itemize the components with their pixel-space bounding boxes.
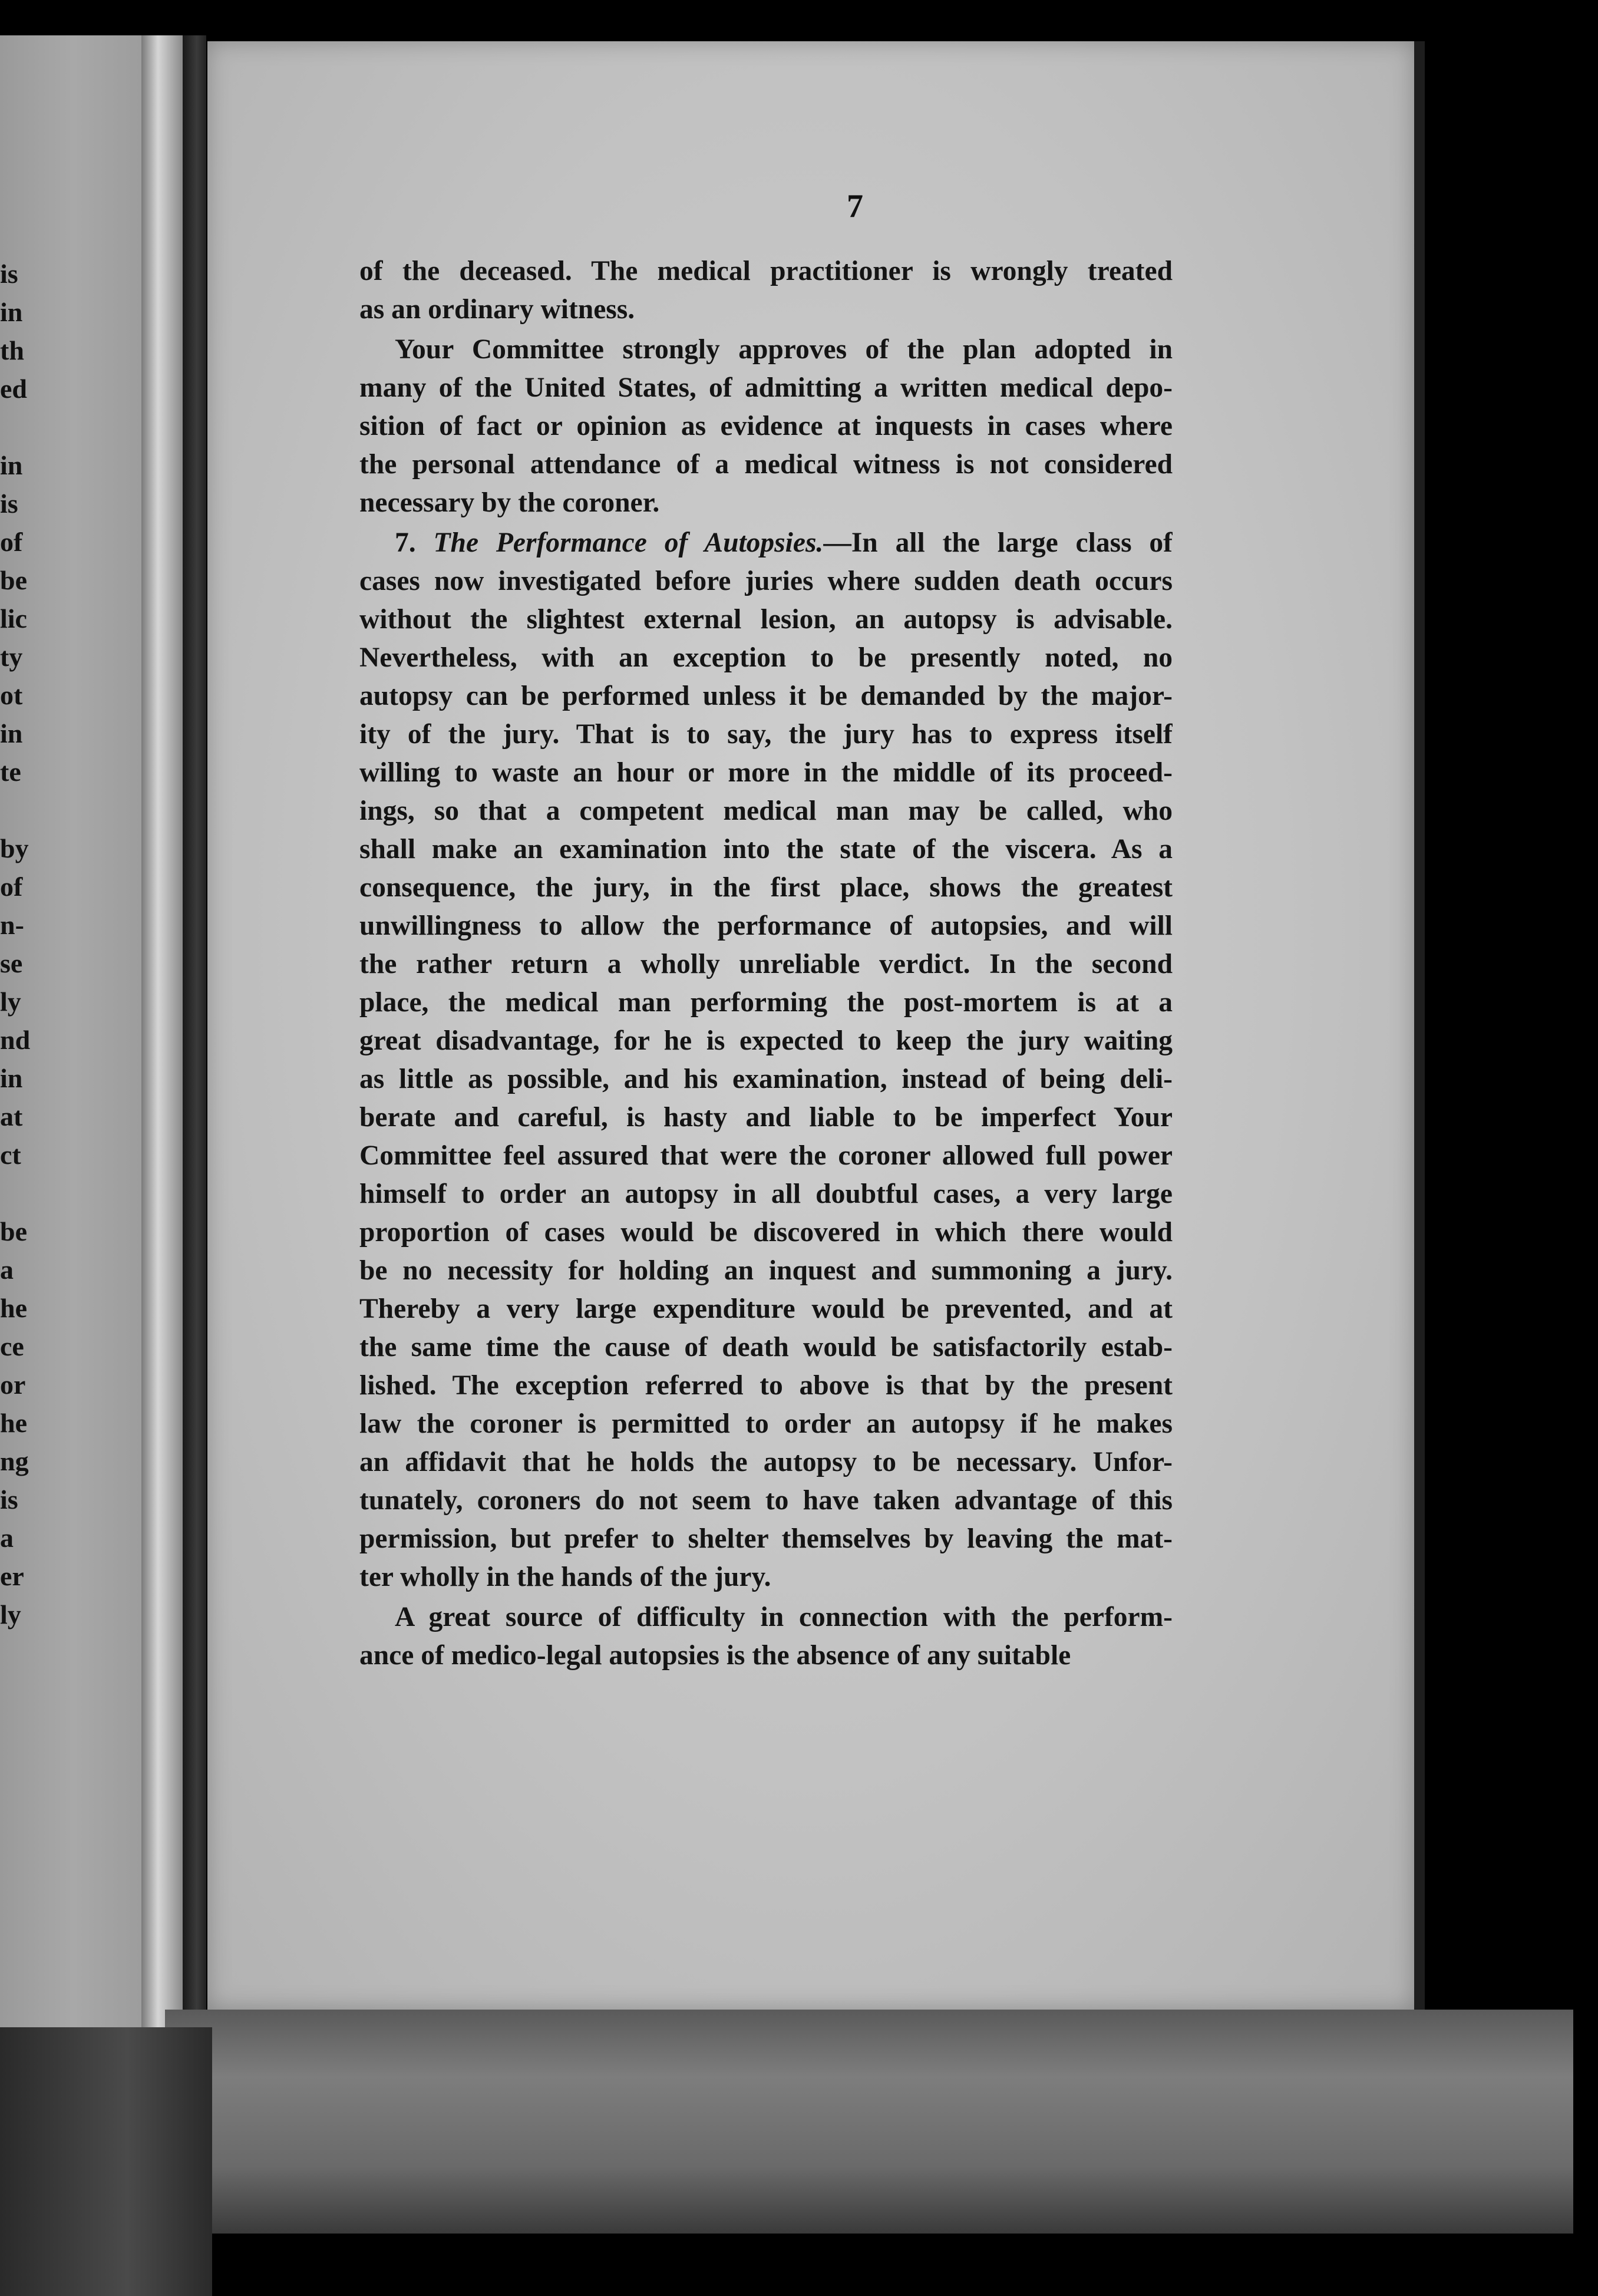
left-fragment: a	[0, 1255, 14, 1285]
text-line: lished. The exception referred to above is that by the present	[359, 1370, 1173, 1401]
book-gutter	[141, 35, 183, 2027]
left-fragment: of	[0, 527, 23, 557]
left-fragment: ly	[0, 987, 21, 1017]
left-fragment: of	[0, 872, 23, 902]
left-fragment: a	[0, 1523, 14, 1553]
left-fragment: ot	[0, 680, 23, 710]
text-line: place, the medical man performing the post-mortem is at a	[359, 987, 1173, 1018]
left-fragment: is	[0, 1485, 18, 1515]
left-fragment: ng	[0, 1446, 29, 1476]
left-fragment: ty	[0, 642, 23, 672]
left-fragment: ce	[0, 1331, 24, 1361]
left-fragment: in	[0, 718, 23, 748]
text-line: Nevertheless, with an exception to be presently noted, no	[359, 642, 1173, 673]
text-line: berate and careful, is hasty and liable to be imperfect Your	[359, 1102, 1173, 1133]
text-line: be no necessity for holding an inquest and summoning a jury.	[359, 1255, 1173, 1286]
text-line: many of the United States, of admitting a written medical depo-	[359, 372, 1173, 403]
left-fragment: or	[0, 1370, 26, 1400]
left-fragment: se	[0, 948, 23, 978]
text-line: as little as possible, and his examination, instead of being deli-	[359, 1064, 1173, 1094]
left-fragment: ed	[0, 374, 27, 404]
left-fragment: be	[0, 565, 27, 595]
paragraph	[359, 524, 1173, 1596]
section-title: The Performance of Autopsies.	[433, 527, 824, 558]
text-line: ance of medico-legal autopsies is the absence of any suitable	[359, 1640, 1071, 1671]
left-fragment: he	[0, 1293, 27, 1323]
left-fragment: in	[0, 297, 23, 327]
left-fragment: is	[0, 489, 18, 519]
text-line: sition of fact or opinion as evidence at inquests in cases where	[359, 411, 1173, 441]
left-fragment: by	[0, 833, 29, 863]
text-line: Thereby a very large expenditure would be prevented, and at	[359, 1294, 1173, 1324]
paragraph	[359, 1598, 1173, 1675]
text-line: of the deceased. The medical practitioner is wrongly treated	[359, 256, 1173, 286]
book-bottom-edge	[165, 2010, 1573, 2234]
text-line: an affidavit that he holds the autopsy to be necessary. Unfor-	[359, 1447, 1173, 1477]
text-line: tunately, coroners do not seem to have taken advantage of this	[359, 1485, 1173, 1516]
text-line: himself to order an autopsy in all doubtful cases, a very large	[359, 1179, 1173, 1209]
paragraph	[359, 331, 1173, 522]
text-line: the rather return a wholly unreliable verdict. In the second	[359, 949, 1173, 979]
body-text	[359, 252, 1173, 1675]
left-fragment: er	[0, 1561, 24, 1591]
left-fragment: in	[0, 450, 23, 480]
text-line: Your Committee strongly approves of the plan adopted in	[395, 334, 1173, 365]
text-line: unwillingness to allow the performance of autopsies, and will	[359, 911, 1173, 941]
text-line: autopsy can be performed unless it be demanded by the major-	[359, 681, 1173, 711]
text-line: the personal attendance of a medical witness is not considered	[359, 449, 1173, 480]
left-fragment: is	[0, 259, 18, 289]
text-line: necessary by the coroner.	[359, 487, 660, 518]
left-fragment: ly	[0, 1599, 21, 1629]
left-fragment: n-	[0, 910, 24, 940]
section-heading-rest: —In all the large class of	[823, 527, 1173, 558]
text-line: proportion of cases would be discovered in which there would	[359, 1217, 1173, 1248]
left-fragment: te	[0, 757, 21, 787]
text-line: the same time the cause of death would be satisfactorily estab-	[359, 1332, 1173, 1363]
left-fragment: he	[0, 1408, 27, 1438]
text-line: ings, so that a competent medical man may be called, who	[359, 796, 1173, 826]
text-line: A great source of difficulty in connection with the perform-	[395, 1602, 1173, 1632]
left-fragment: in	[0, 1063, 23, 1093]
text-line: great disadvantage, for he is expected to keep the jury waiting	[359, 1025, 1173, 1056]
text-line: ity of the jury. That is to say, the jury has to express itself	[359, 719, 1173, 750]
page-number: 7	[847, 188, 863, 225]
text-line: cases now investigated before juries where sudden death occurs	[359, 566, 1173, 596]
text-line: consequence, the jury, in the first place, shows the greatest	[359, 872, 1173, 903]
left-fragment: ct	[0, 1140, 21, 1170]
text-line: as an ordinary witness.	[359, 294, 635, 325]
text-line: willing to waste an hour or more in the middle of its proceed-	[359, 757, 1173, 788]
paragraph	[359, 252, 1173, 329]
text-line: permission, but prefer to shelter themselves by leaving the mat-	[359, 1523, 1173, 1554]
binding-shadow	[183, 35, 206, 2063]
section-number: 7.	[395, 527, 434, 558]
left-fragment: at	[0, 1101, 23, 1131]
left-fragment: lic	[0, 603, 27, 634]
left-fragment: nd	[0, 1025, 31, 1055]
left-fragment: be	[0, 1216, 27, 1246]
text-line: Committee feel assured that were the coroner allowed full power	[359, 1140, 1173, 1171]
text-line: without the slightest external lesion, an autopsy is advisable.	[359, 604, 1173, 635]
text-line: law the coroner is permitted to order an autopsy if he makes	[359, 1408, 1173, 1439]
section-heading-line	[359, 524, 1173, 562]
book-cover-corner	[0, 2027, 212, 2296]
text-line: shall make an examination into the state of the viscera. As a	[359, 834, 1173, 865]
right-page-edge	[1414, 41, 1425, 2021]
left-fragment: th	[0, 335, 24, 365]
text-line: ter wholly in the hands of the jury.	[359, 1562, 771, 1592]
